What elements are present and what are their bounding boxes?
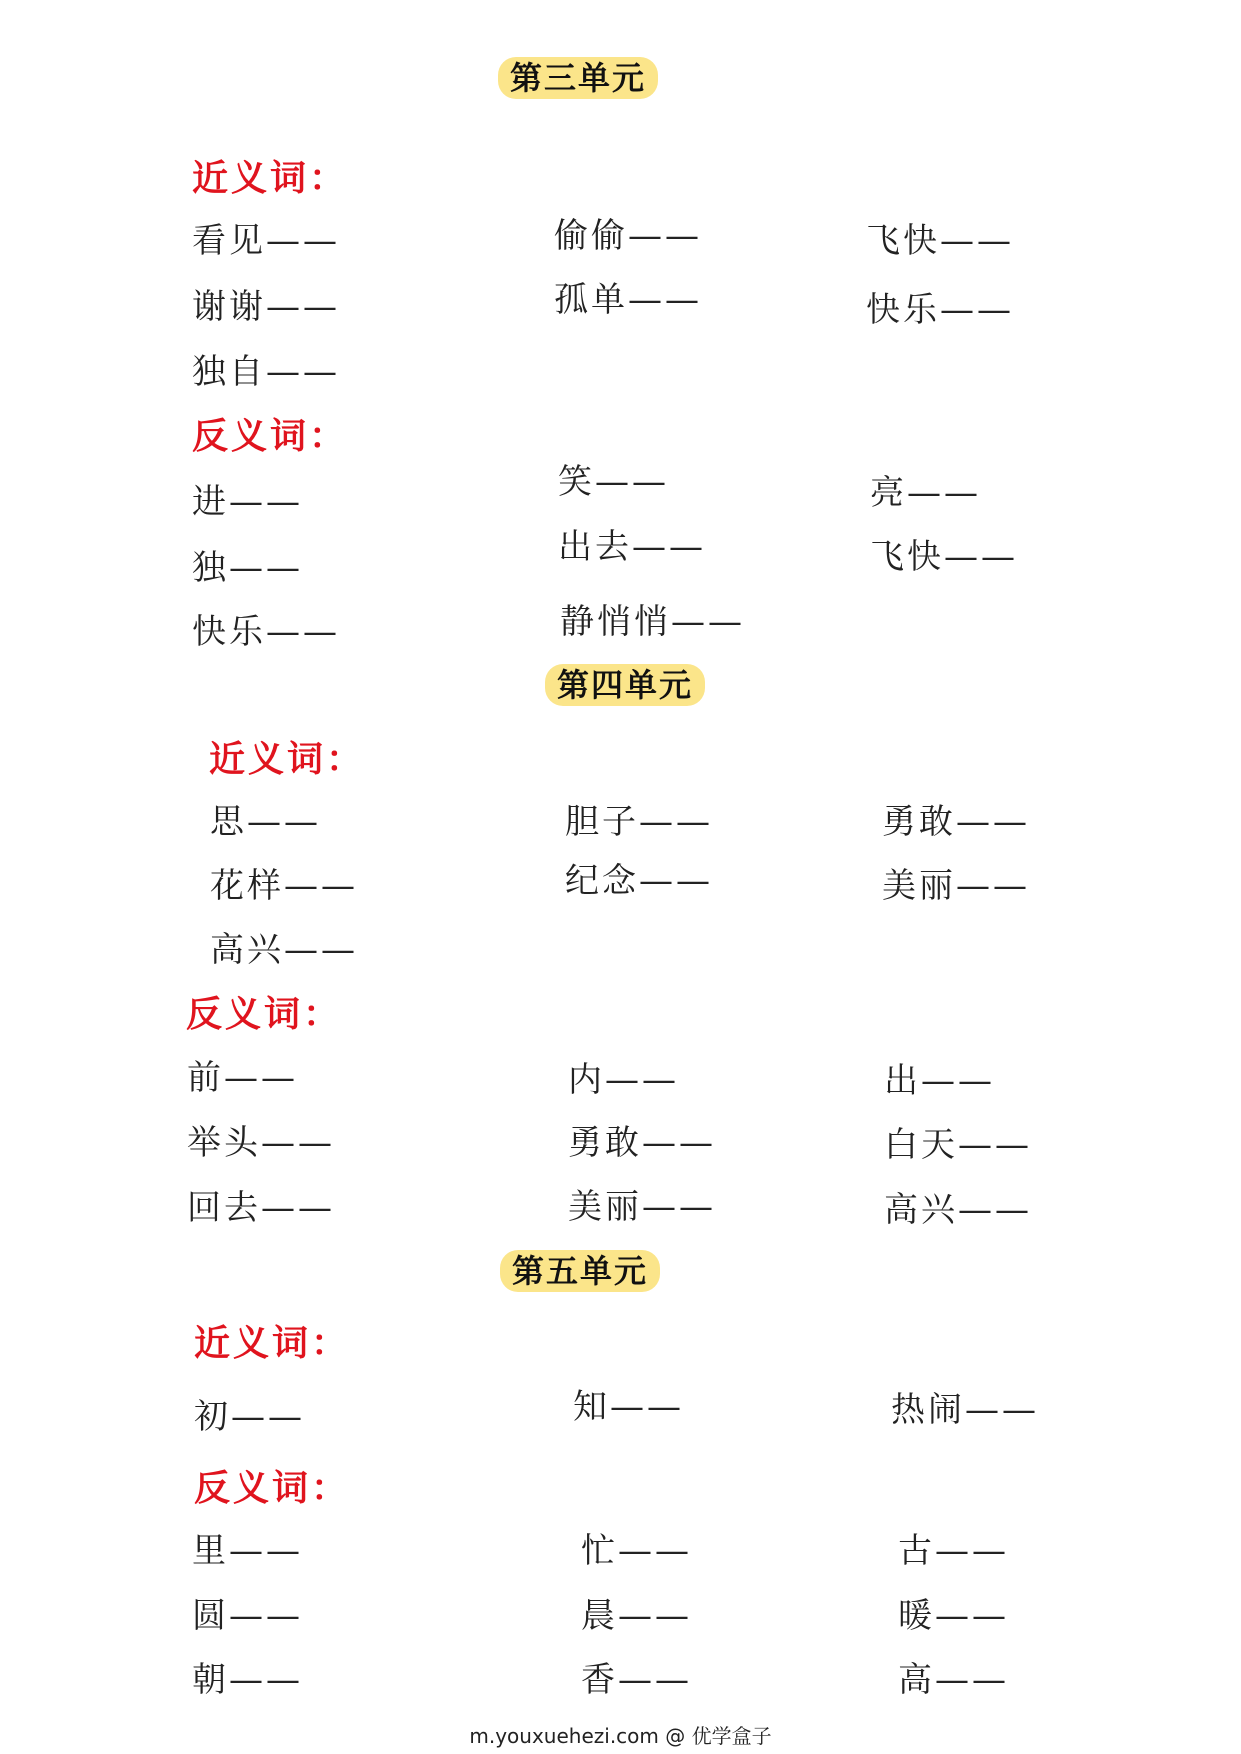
unit-5-antonym-word: 高—— <box>898 1660 1009 1700</box>
unit-5-antonyms-heading: 反义词： <box>194 1467 351 1509</box>
unit-4-antonym-word: 美丽—— <box>568 1187 716 1227</box>
unit-4-title: 第四单元 <box>545 664 705 706</box>
unit-4-synonym-word: 花样—— <box>210 866 358 906</box>
unit-3-synonym-word: 谢谢—— <box>192 287 340 327</box>
unit-3-antonym-word: 笑—— <box>558 462 669 502</box>
unit-3-antonym-word: 快乐—— <box>192 612 340 652</box>
unit-5-antonym-word: 晨—— <box>581 1596 692 1636</box>
unit-3-antonym-word: 飞快—— <box>870 537 1018 577</box>
unit-3-antonym-word: 独—— <box>192 548 303 588</box>
unit-4-antonyms-heading: 反义词： <box>186 993 343 1035</box>
unit-5-antonym-word: 古—— <box>898 1531 1009 1571</box>
unit-4-synonym-word: 高兴—— <box>210 930 358 970</box>
unit-4-antonym-word: 回去—— <box>187 1188 335 1228</box>
unit-3-synonym-word: 孤单—— <box>554 280 702 320</box>
unit-5-antonym-word: 圆—— <box>192 1596 303 1636</box>
footer-watermark: m.youxuehezi.com @ 优学盒子 <box>469 1724 772 1748</box>
unit-5-synonym-word: 知—— <box>573 1387 684 1427</box>
unit-4-antonym-word: 高兴—— <box>884 1190 1032 1230</box>
unit-5-antonym-word: 暖—— <box>898 1596 1009 1636</box>
unit-3-antonym-word: 进—— <box>192 482 303 522</box>
unit-3-antonym-word: 静悄悄—— <box>560 602 745 642</box>
unit-5-synonym-word: 初—— <box>194 1397 305 1437</box>
unit-3-synonyms-heading: 近义词： <box>192 157 349 199</box>
unit-4-synonym-word: 美丽—— <box>882 866 1030 906</box>
unit-4-antonym-word: 白天—— <box>884 1125 1032 1165</box>
unit-5-antonym-word: 朝—— <box>192 1660 303 1700</box>
unit-5-antonym-word: 香—— <box>581 1660 692 1700</box>
unit-3-antonym-word: 亮—— <box>870 473 981 513</box>
unit-4-synonym-word: 纪念—— <box>565 861 713 901</box>
unit-4-antonym-word: 内—— <box>568 1060 679 1100</box>
unit-3-antonym-word: 出去—— <box>558 527 706 567</box>
unit-4-antonym-word: 勇敢—— <box>568 1123 716 1163</box>
unit-5-synonyms-heading: 近义词： <box>194 1322 351 1364</box>
unit-5-synonym-word: 热闹—— <box>891 1390 1039 1430</box>
unit-3-title: 第三单元 <box>498 57 658 99</box>
unit-3-synonym-word: 独自—— <box>192 352 340 392</box>
unit-4-antonym-word: 前—— <box>187 1058 298 1098</box>
unit-4-antonym-word: 举头—— <box>187 1123 335 1163</box>
unit-3-synonym-word: 快乐—— <box>866 290 1014 330</box>
unit-5-title: 第五单元 <box>500 1250 660 1292</box>
unit-3-synonym-word: 偷偷—— <box>554 216 702 256</box>
unit-4-synonym-word: 胆子—— <box>565 802 713 842</box>
unit-4-synonym-word: 勇敢—— <box>882 802 1030 842</box>
unit-4-synonyms-heading: 近义词： <box>209 738 366 780</box>
unit-3-synonym-word: 看见—— <box>192 221 340 261</box>
unit-3-antonyms-heading: 反义词： <box>192 415 349 457</box>
unit-5-antonym-word: 里—— <box>192 1531 303 1571</box>
unit-3-synonym-word: 飞快—— <box>866 221 1014 261</box>
unit-4-synonym-word: 思—— <box>210 802 321 842</box>
unit-4-antonym-word: 出—— <box>884 1061 995 1101</box>
unit-5-antonym-word: 忙—— <box>581 1531 692 1571</box>
